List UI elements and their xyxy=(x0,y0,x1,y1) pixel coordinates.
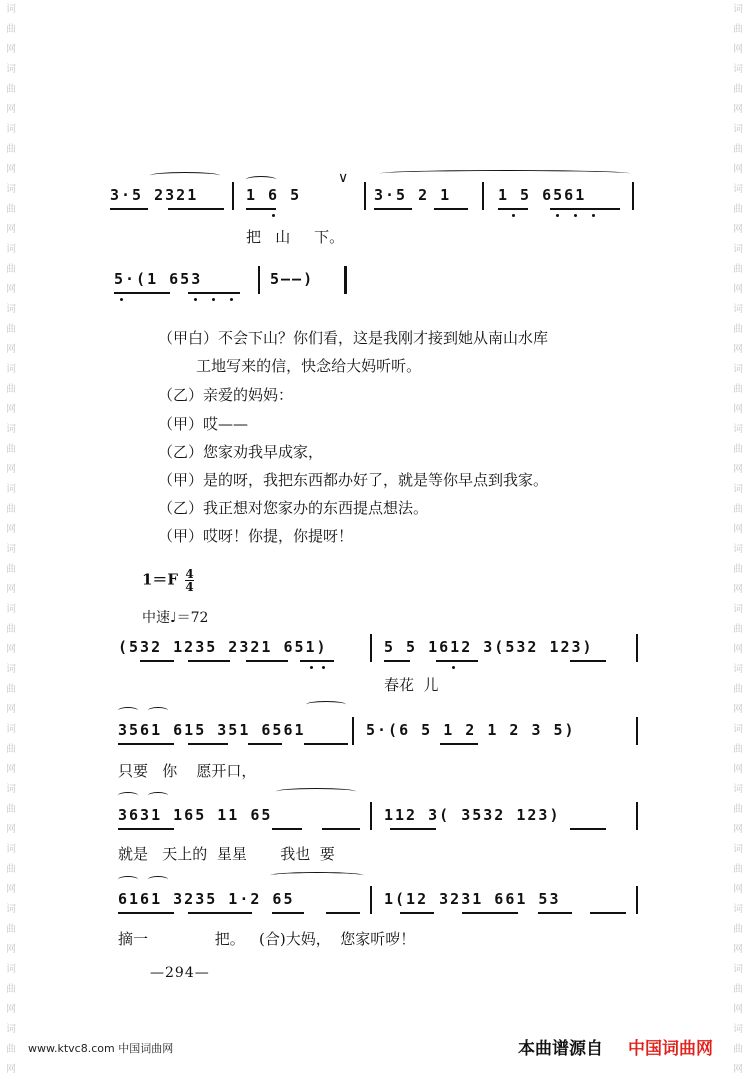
watermark-glyph: 网 xyxy=(6,404,16,415)
watermark-glyph: 网 xyxy=(733,944,743,955)
watermark-glyph: 词 xyxy=(733,724,743,735)
watermark-glyph: 词 xyxy=(733,304,743,315)
watermark-glyph: 网 xyxy=(6,464,16,475)
watermark-glyph: 曲 xyxy=(6,204,16,215)
watermark-glyph: 网 xyxy=(6,1004,16,1015)
watermark-glyph: 网 xyxy=(733,704,743,715)
watermark-glyph: 网 xyxy=(6,164,16,175)
watermark-glyph: 曲 xyxy=(733,444,743,455)
notes-group: (532 1235 2321 651) xyxy=(118,638,328,656)
watermark-glyph: 网 xyxy=(6,524,16,535)
notes-group: 3·5 2 1 xyxy=(374,186,452,204)
watermark-glyph: 词 xyxy=(6,304,16,315)
watermark-glyph: 曲 xyxy=(6,264,16,275)
score-line-3 xyxy=(0,630,749,670)
watermark-glyph: 网 xyxy=(733,1004,743,1015)
watermark-glyph: 曲 xyxy=(6,744,16,755)
watermark-glyph: 网 xyxy=(6,284,16,295)
score-line-2 xyxy=(0,262,749,302)
watermark-glyph: 曲 xyxy=(733,204,743,215)
watermark-glyph: 曲 xyxy=(733,384,743,395)
watermark-glyph: 网 xyxy=(733,284,743,295)
watermark-glyph: 曲 xyxy=(733,624,743,635)
watermark-glyph: 词 xyxy=(733,244,743,255)
watermark-glyph: 词 xyxy=(733,484,743,495)
dialogue-line: （甲）哎呀！你提，你提呀！ xyxy=(158,527,354,545)
footer-brand-link[interactable]: 中国词曲网 xyxy=(628,1039,713,1059)
watermark-glyph: 曲 xyxy=(6,24,16,35)
watermark-glyph: 网 xyxy=(733,1064,743,1075)
watermark-glyph: 词 xyxy=(6,184,16,195)
notes-group: 1 5 6561 xyxy=(498,186,587,204)
watermark-glyph: 曲 xyxy=(733,984,743,995)
watermark-glyph: 网 xyxy=(6,44,16,55)
watermark-glyph: 网 xyxy=(733,224,743,235)
watermark-glyph: 曲 xyxy=(733,924,743,935)
watermark-glyph: 曲 xyxy=(6,924,16,935)
dialogue-line: （甲白）不会下山？你们看，这是我刚才接到她从南山水库 xyxy=(158,329,549,347)
watermark-glyph: 曲 xyxy=(6,864,16,875)
notes-group: 3561 615 351 6561 xyxy=(118,721,306,739)
notes-group: 1(12 3231 661 53 xyxy=(384,890,561,908)
notes-group: 5——) xyxy=(270,270,315,288)
watermark-glyph: 网 xyxy=(6,824,16,835)
lyric-line-5: 就是 天上的 星星 我也 要 xyxy=(118,845,335,863)
dialogue-line: （乙）您家劝我早成家， xyxy=(158,443,324,461)
notes-group: 3631 165 11 65 xyxy=(118,806,273,824)
footer-url[interactable]: www.ktvc8.com 中国词曲网 xyxy=(28,1042,174,1055)
watermark-glyph: 词 xyxy=(6,484,16,495)
watermark-glyph: 曲 xyxy=(733,264,743,275)
notes-group: 5·(6 5 1 2 1 2 3 5) xyxy=(366,721,576,739)
watermark-glyph: 网 xyxy=(733,404,743,415)
lyric-line-3: 春花 儿 xyxy=(384,676,439,694)
watermark-glyph: 网 xyxy=(733,104,743,115)
watermark-glyph: 词 xyxy=(733,184,743,195)
breath-mark: ∨ xyxy=(338,170,349,186)
watermark-glyph: 曲 xyxy=(733,744,743,755)
notes-group: 1 6 5 xyxy=(246,186,302,204)
score-line-4 xyxy=(0,713,749,753)
key-signature: 1＝F $\frac{4}{4}$ xyxy=(142,567,194,594)
watermark-glyph: 词 xyxy=(6,364,16,375)
watermark-glyph: 词 xyxy=(733,904,743,915)
watermark-glyph: 曲 xyxy=(733,24,743,35)
watermark-glyph: 词 xyxy=(733,604,743,615)
watermark-glyph: 词 xyxy=(6,664,16,675)
lyric-line-6: 摘一 把。 (合)大妈， 您家听哕！ xyxy=(118,930,416,948)
watermark-glyph: 曲 xyxy=(733,84,743,95)
watermark-glyph: 词 xyxy=(733,64,743,75)
watermark-glyph: 曲 xyxy=(733,564,743,575)
watermark-glyph: 网 xyxy=(733,824,743,835)
watermark-glyph: 曲 xyxy=(6,384,16,395)
watermark-glyph: 网 xyxy=(6,884,16,895)
watermark-glyph: 词 xyxy=(6,964,16,975)
watermark-glyph: 网 xyxy=(733,44,743,55)
watermark-glyph: 词 xyxy=(733,664,743,675)
watermark-glyph: 词 xyxy=(733,4,743,15)
watermark-glyph: 词 xyxy=(733,124,743,135)
dialogue-line: 工地写来的信，快念给大妈听听。 xyxy=(158,357,422,375)
watermark-glyph: 词 xyxy=(6,844,16,855)
watermark-glyph: 网 xyxy=(733,764,743,775)
watermark-glyph: 网 xyxy=(6,344,16,355)
watermark-glyph: 曲 xyxy=(6,84,16,95)
footer-source-label: 本曲谱源自 xyxy=(518,1039,603,1059)
dialogue-line: （甲）哎—— xyxy=(158,415,249,433)
watermark-glyph: 词 xyxy=(6,244,16,255)
watermark-glyph: 网 xyxy=(6,644,16,655)
watermark-glyph: 词 xyxy=(733,1024,743,1035)
watermark-glyph: 曲 xyxy=(6,504,16,515)
watermark-glyph: 曲 xyxy=(733,144,743,155)
watermark-glyph: 曲 xyxy=(6,684,16,695)
watermark-glyph: 网 xyxy=(733,464,743,475)
notes-group: 3·5 2321 xyxy=(110,186,199,204)
watermark-glyph: 词 xyxy=(733,364,743,375)
watermark-glyph: 词 xyxy=(733,844,743,855)
watermark-glyph: 曲 xyxy=(6,804,16,815)
dialogue-line: （乙）我正想对您家办的东西提点想法。 xyxy=(158,499,429,517)
tempo-marking: 中速♩＝72 xyxy=(142,610,209,626)
watermark-glyph: 曲 xyxy=(6,1044,16,1055)
watermark-glyph: 曲 xyxy=(6,984,16,995)
watermark-glyph: 网 xyxy=(733,584,743,595)
watermark-glyph: 网 xyxy=(6,704,16,715)
watermark-glyph: 网 xyxy=(6,584,16,595)
watermark-glyph: 曲 xyxy=(6,144,16,155)
watermark-glyph: 曲 xyxy=(733,804,743,815)
notes-group: 5 5 1612 3(532 123) xyxy=(384,638,594,656)
watermark-glyph: 曲 xyxy=(733,504,743,515)
score-line-6 xyxy=(0,882,749,922)
watermark-glyph: 词 xyxy=(733,544,743,555)
watermark-glyph: 词 xyxy=(733,784,743,795)
watermark-glyph: 曲 xyxy=(733,864,743,875)
watermark-glyph: 网 xyxy=(733,644,743,655)
watermark-glyph: 曲 xyxy=(733,684,743,695)
dialogue-line: （甲）是的呀，我把东西都办好了，就是等你早点到我家。 xyxy=(158,471,549,489)
watermark-glyph: 词 xyxy=(6,424,16,435)
watermark-glyph: 词 xyxy=(733,964,743,975)
watermark-glyph: 网 xyxy=(733,344,743,355)
lyric-line-1: 把 山 下。 xyxy=(246,228,345,246)
watermark-glyph: 词 xyxy=(6,604,16,615)
watermark-glyph: 网 xyxy=(6,944,16,955)
watermark-glyph: 曲 xyxy=(6,324,16,335)
watermark-glyph: 词 xyxy=(733,424,743,435)
notes-group: 5·(1 653 xyxy=(114,270,203,288)
score-line-1 xyxy=(0,170,749,218)
watermark-glyph: 网 xyxy=(6,764,16,775)
watermark-glyph: 曲 xyxy=(733,324,743,335)
watermark-glyph: 网 xyxy=(733,164,743,175)
lyric-line-4: 只要 你 愿开口， xyxy=(118,762,257,780)
watermark-glyph: 词 xyxy=(6,64,16,75)
watermark-glyph: 曲 xyxy=(733,1044,743,1055)
watermark-glyph: 词 xyxy=(6,784,16,795)
watermark-glyph: 词 xyxy=(6,544,16,555)
watermark-glyph: 网 xyxy=(733,524,743,535)
watermark-glyph: 网 xyxy=(6,104,16,115)
dialogue-line: （乙）亲爱的妈妈： xyxy=(158,386,294,404)
notes-group: 6161 3235 1·2 65 xyxy=(118,890,295,908)
watermark-glyph: 网 xyxy=(6,1064,16,1075)
score-line-5 xyxy=(0,798,749,838)
watermark-glyph: 词 xyxy=(6,1024,16,1035)
watermark-glyph: 网 xyxy=(733,884,743,895)
watermark-glyph: 曲 xyxy=(6,624,16,635)
watermark-glyph: 词 xyxy=(6,904,16,915)
watermark-glyph: 词 xyxy=(6,724,16,735)
notes-group: 112 3( 3532 123) xyxy=(384,806,561,824)
page-number: —294— xyxy=(150,965,210,981)
watermark-glyph: 词 xyxy=(6,124,16,135)
watermark-glyph: 曲 xyxy=(6,564,16,575)
watermark-glyph: 词 xyxy=(6,4,16,15)
watermark-glyph: 网 xyxy=(6,224,16,235)
watermark-glyph: 曲 xyxy=(6,444,16,455)
